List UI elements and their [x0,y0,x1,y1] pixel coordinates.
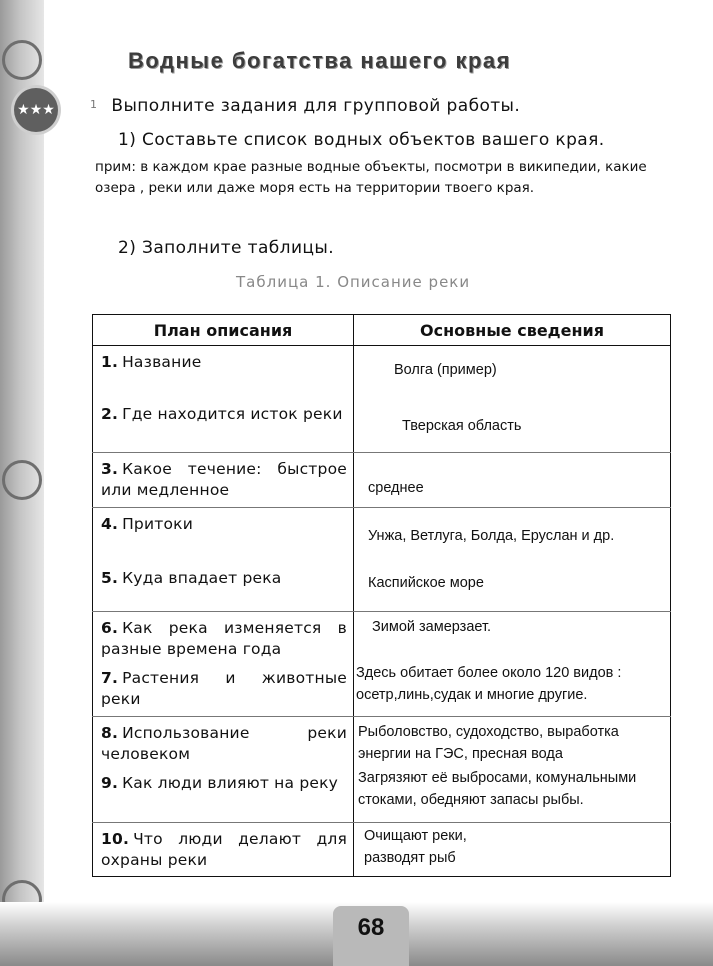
page-title: Водные богатства нашего края [128,48,511,73]
subtask-1: 1) Составьте список водных объектов вашего края. [118,130,605,150]
info-cell: Унжа, Ветлуга, Болда, Еруслан и др. [368,528,615,544]
task-1-text: Выполните задания для групповой работы. [111,96,521,116]
table-row [93,717,671,767]
group-work-stars-icon: ★★★ [14,88,58,132]
plan-cell: 3. Какое течение: быстрое или медленное [101,460,347,499]
info-cell: Тверская область [402,417,522,434]
info-cell: среднее [368,480,424,496]
info-cell: Рыболовство, судоходство, выработка энергии на ГЭС, пресная вода [358,724,619,762]
info-cell: Очищают реки, разводят рыб [364,828,467,866]
plan-cell: 10. Что люди делают для охраны реки [101,830,347,869]
info-cell: Загрязяют её выбросами, комунальными стоками, обедняют запасы рыбы. [358,769,637,808]
table-row [93,823,671,877]
plan-cell: 4. Притоки [101,515,193,533]
subtask-2: 2) Заполните таблицы. [118,238,334,258]
table-row [93,453,671,508]
plan-cell: 8. Использование реки человеком [101,724,347,763]
plan-cell: 2. Где находится исток реки [101,404,343,423]
task-1 [90,96,520,116]
ornament-icon [2,460,42,500]
info-cell: Волга (пример) [394,362,497,378]
info-cell: Каспийское море [368,574,484,591]
table-row [93,662,671,717]
plan-cell: 9. Как люди влияют на реку [101,773,339,792]
ornament-icon [2,40,42,80]
plan-cell: 6. Как река изменяется в разные времена года [101,619,347,658]
table-row [93,562,671,612]
plan-cell: 7. Растения и животные реки [101,668,347,708]
handwritten-note: прим: в каждом крае разные водные объекты, посмотри в википедии, какие озера , реки или даже моря есть на территории твоего края. [95,159,647,196]
page-number: 68 [357,914,385,941]
header-info: Основные сведения [354,315,671,346]
plan-cell: 5. Куда впадает река [101,568,282,587]
info-cell: Зимой замерзает. [372,619,492,635]
task-1-number: 1 [90,98,98,111]
table-header-row [93,315,671,346]
table-row [93,508,671,562]
table-caption: Таблица 1. Описание реки [236,273,471,291]
table-row [93,767,671,823]
plan-cell: 1. Название [101,353,202,371]
table-row [93,612,671,662]
left-decorative-strip [0,0,44,966]
table-row [93,398,671,453]
river-description-table [92,314,671,877]
table-row [93,346,671,398]
info-cell: Здесь обитает более около 120 видов : осетр,линь,судак и многие другие. [356,664,622,703]
header-plan: План описания [93,315,354,346]
